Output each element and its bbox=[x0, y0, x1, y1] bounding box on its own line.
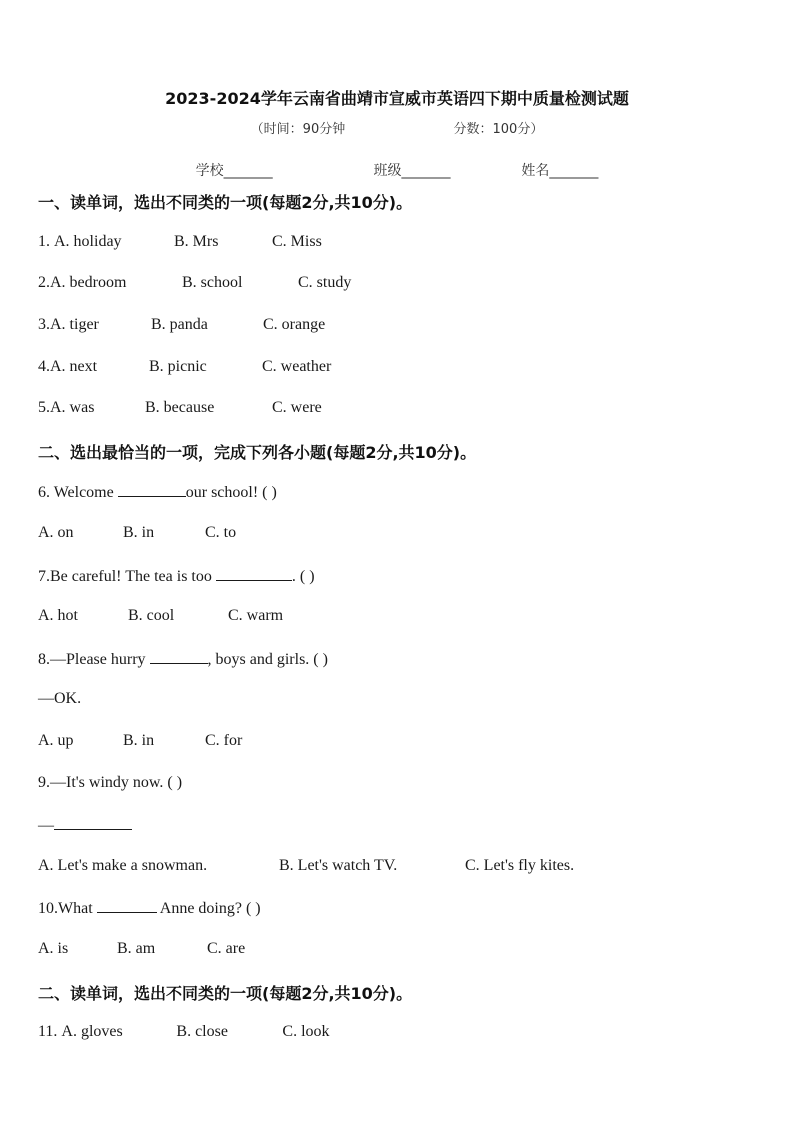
question-number: 11. bbox=[38, 1023, 62, 1040]
option-a: A. was bbox=[50, 399, 95, 416]
question-8-stem bbox=[38, 649, 328, 669]
option-c: C. weather bbox=[262, 358, 332, 375]
option-c: C. are bbox=[207, 940, 246, 957]
question-text: , boys and girls. ( ) bbox=[207, 651, 328, 668]
question-number: 1. bbox=[38, 233, 54, 250]
option-c: C. warm bbox=[228, 607, 284, 624]
option-a: A. hot bbox=[38, 607, 78, 624]
answer-blank bbox=[54, 815, 132, 830]
score-info: 分数：100分） bbox=[453, 122, 544, 137]
option-a: A. is bbox=[38, 940, 69, 957]
question-number: 2. bbox=[38, 274, 50, 291]
section-heading-2: 二、选出最恰当的一项，完成下列各小题(每题2分,共10分)。 bbox=[38, 443, 477, 462]
section-heading-3: 二、读单词，选出不同类的一项(每题2分,共10分)。 bbox=[38, 984, 413, 1003]
option-a: A. gloves bbox=[61, 1023, 123, 1040]
option-a: A. Let's make a snowman. bbox=[38, 857, 208, 874]
question-3 bbox=[38, 316, 325, 334]
page-title: 2023-2024学年云南省曲靖市宣威市英语四下期中质量检测试题 bbox=[165, 89, 629, 108]
student-info-fields bbox=[0, 160, 794, 180]
option-b: B. am bbox=[117, 940, 156, 957]
option-a: A. on bbox=[38, 524, 74, 541]
question-10-stem bbox=[38, 898, 261, 918]
question-6-stem bbox=[38, 482, 277, 502]
option-a: A. tiger bbox=[50, 316, 99, 333]
option-b: B. cool bbox=[128, 607, 175, 624]
question-text: 8.—Please hurry bbox=[38, 651, 150, 668]
reply-dash: — bbox=[38, 817, 54, 834]
option-b: B. panda bbox=[151, 316, 208, 333]
question-5 bbox=[38, 399, 322, 417]
option-a: A. next bbox=[50, 358, 98, 375]
question-7-options bbox=[38, 607, 283, 625]
option-c: C. Let's fly kites. bbox=[465, 857, 575, 874]
answer-blank bbox=[150, 649, 208, 664]
time-info: （时间：90分钟 bbox=[250, 122, 346, 137]
name-field: 姓名_______ bbox=[521, 163, 599, 179]
option-c: C. Miss bbox=[272, 233, 322, 250]
question-text: 7.Be careful! The tea is too bbox=[38, 568, 216, 585]
option-b: B. in bbox=[123, 732, 155, 749]
option-b: B. Let's watch TV. bbox=[279, 857, 398, 874]
question-number: 3. bbox=[38, 316, 50, 333]
question-6-options bbox=[38, 524, 236, 542]
question-9-reply bbox=[38, 815, 132, 835]
exam-info bbox=[0, 118, 794, 137]
option-b: B. close bbox=[176, 1023, 228, 1040]
question-text: 6. Welcome bbox=[38, 484, 118, 501]
option-c: C. to bbox=[205, 524, 237, 541]
option-b: B. school bbox=[182, 274, 243, 291]
question-2 bbox=[38, 274, 351, 292]
option-a: A. up bbox=[38, 732, 74, 749]
question-number: 5. bbox=[38, 399, 50, 416]
question-11 bbox=[38, 1023, 330, 1041]
class-field: 班级_______ bbox=[373, 163, 451, 179]
option-b: B. because bbox=[145, 399, 215, 416]
option-c: C. for bbox=[205, 732, 243, 749]
section-heading-1: 一、读单词，选出不同类的一项(每题2分,共10分)。 bbox=[38, 193, 413, 212]
question-10-options bbox=[38, 940, 245, 958]
answer-blank bbox=[97, 898, 157, 913]
school-field: 学校_______ bbox=[195, 163, 273, 179]
option-c: C. study bbox=[298, 274, 352, 291]
question-number: 4. bbox=[38, 358, 50, 375]
question-text: Anne doing? ( ) bbox=[156, 900, 261, 917]
option-b: B. Mrs bbox=[174, 233, 219, 250]
answer-blank bbox=[216, 566, 292, 581]
option-a: A. holiday bbox=[54, 233, 122, 250]
question-text: . ( ) bbox=[291, 568, 315, 585]
question-9-options bbox=[38, 857, 574, 875]
question-1 bbox=[38, 233, 322, 251]
option-c: C. orange bbox=[263, 316, 326, 333]
option-a: A. bedroom bbox=[50, 274, 127, 291]
question-8-reply: —OK. bbox=[38, 690, 82, 707]
question-9-stem: 9.—It's windy now. ( ) bbox=[38, 774, 183, 791]
question-8-options bbox=[38, 732, 242, 750]
question-text: 10.What bbox=[38, 900, 97, 917]
question-4 bbox=[38, 358, 331, 376]
option-c: C. were bbox=[272, 399, 322, 416]
option-b: B. in bbox=[123, 524, 155, 541]
option-c: C. look bbox=[282, 1023, 330, 1040]
question-7-stem bbox=[38, 566, 315, 586]
answer-blank bbox=[118, 482, 186, 497]
option-b: B. picnic bbox=[149, 358, 207, 375]
question-text: our school! ( ) bbox=[185, 484, 277, 501]
